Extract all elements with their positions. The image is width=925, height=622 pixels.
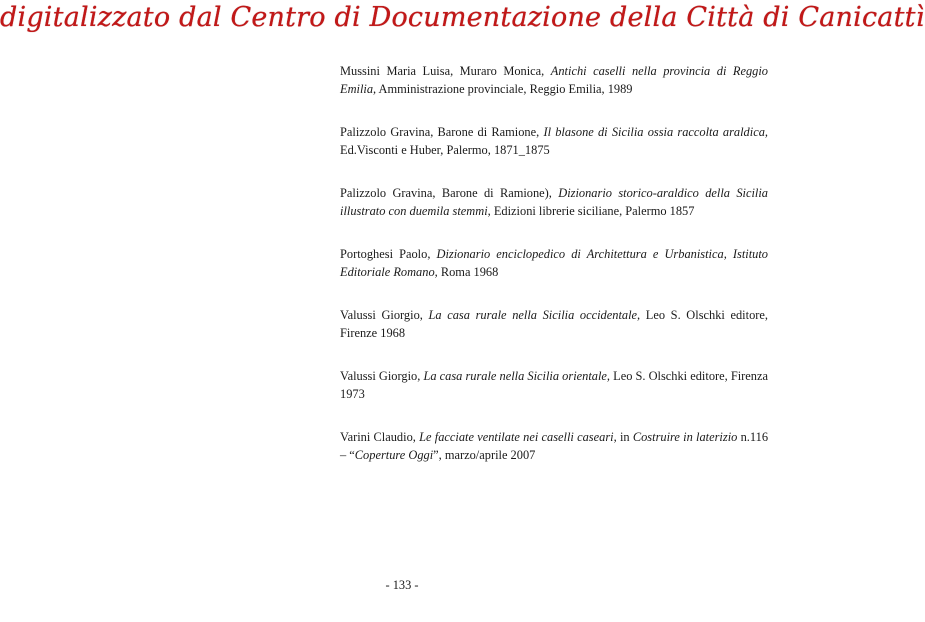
entry-connector: in (616, 430, 633, 444)
entry-publisher: Roma 1968 (437, 265, 499, 279)
bibliography-entry (340, 184, 768, 245)
entry-publisher: Edizioni librerie siciliane, Palermo 1857 (490, 204, 695, 218)
bibliography-entry (340, 245, 768, 306)
entry-title: Antichi caselli nella provincia di Reggio Emilia, (340, 64, 768, 96)
section-title: Coperture Oggi (354, 448, 434, 462)
entry-author: Mussini Maria Luisa, Muraro Monica, (340, 64, 551, 78)
entry-author: Valussi Giorgio, (340, 308, 429, 322)
entry-title: La casa rurale nella Sicilia orientale, (423, 369, 611, 383)
issue-number: n.116 – “ (340, 430, 769, 462)
entry-publisher: Leo S. Olschki editore, Firenze 1968 (340, 308, 768, 340)
entry-publisher: Amministrazione provinciale, Reggio Emilia, 1989 (376, 82, 633, 96)
entry-title: Dizionario enciclopedico di Architettura e Urbanistica, Istituto Editoriale Romano, (340, 247, 768, 279)
journal-title: Costruire in laterizio (632, 430, 738, 444)
entry-publisher: Ed.Visconti e Huber, Palermo, 1871_1875 (340, 143, 550, 157)
entry-date: ”, marzo/aprile 2007 (433, 448, 536, 462)
entry-author: Portoghesi Paolo, (340, 247, 437, 261)
bibliography-list (340, 62, 768, 489)
bibliography-entry (340, 367, 768, 428)
bibliography-entry (340, 428, 768, 489)
entry-author: Valussi Giorgio, (340, 369, 424, 383)
page-number: - 133 - (385, 578, 419, 592)
entry-title: Dizionario storico-araldico della Sicilia illustrato con duemila stemmi, (340, 186, 768, 218)
entry-author: Palizzolo Gravina, Barone di Ramione), (340, 186, 559, 200)
digitization-watermark: digitalizzato dal Centro di Documentazione della Città di Canicattì (0, 2, 925, 33)
entry-title: Le facciate ventilate nei caselli caseari, (419, 430, 617, 444)
entry-title: La casa rurale nella Sicilia occidentale, (428, 308, 641, 322)
bibliography-entry (340, 62, 768, 123)
entry-author: Varini Claudio, (340, 430, 420, 444)
bibliography-entry (340, 123, 768, 184)
entry-author: Palizzolo Gravina, Barone di Ramione, (340, 125, 544, 139)
entry-publisher: Leo S. Olschki editore, Firenza 1973 (340, 369, 768, 401)
entry-title: Il blasone di Sicilia ossia raccolta araldica, (543, 125, 768, 139)
bibliography-entry (340, 306, 768, 367)
